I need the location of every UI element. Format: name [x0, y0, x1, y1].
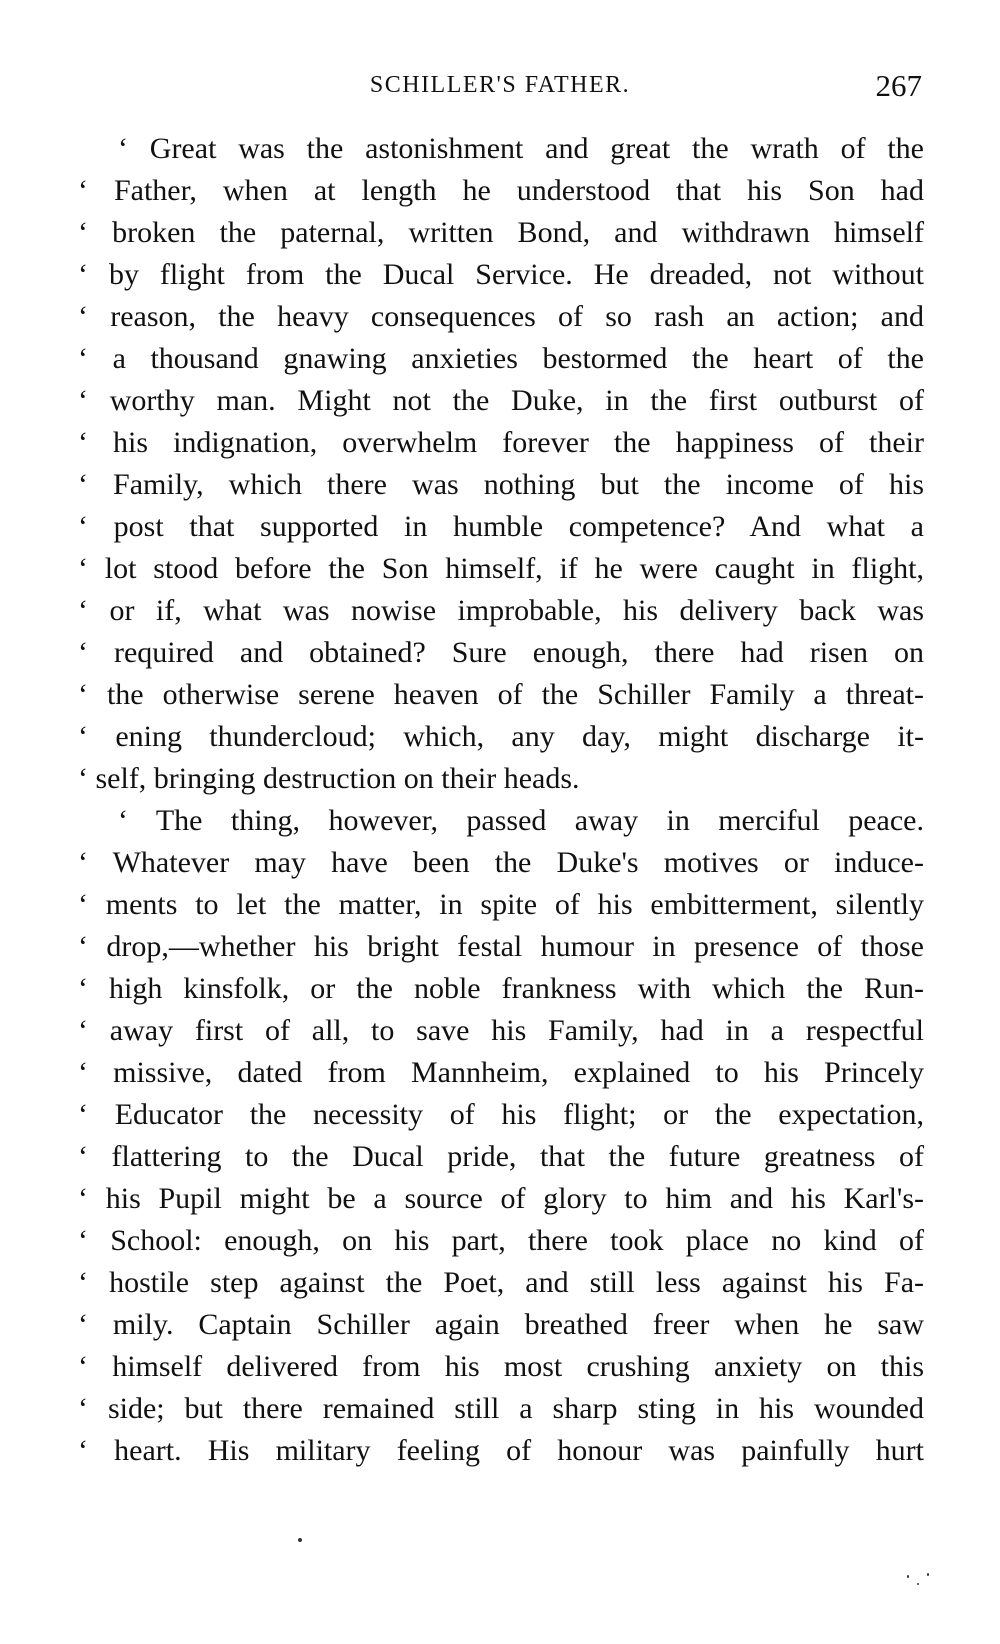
page-number: 267: [875, 68, 922, 103]
ink-speck: [298, 1538, 302, 1542]
text-line: ‘ hostile step against the Poet, and still less against his Fa-: [78, 1266, 924, 1299]
text-line: ‘ Family, which there was nothing but the income of his: [78, 468, 924, 501]
text-line: ‘ ments to let the matter, in spite of his embitterment, silently: [78, 888, 924, 921]
text-line: ‘ worthy man. Might not the Duke, in the first outburst of: [78, 384, 924, 417]
text-line: ‘ The thing, however, passed away in merciful peace.: [118, 804, 924, 837]
text-line: ‘ flattering to the Ducal pride, that the future greatness of: [78, 1140, 924, 1173]
running-title: SCHILLER'S FATHER.: [369, 72, 631, 98]
text-line: ‘ or if, what was nowise improbable, his delivery back was: [78, 594, 924, 627]
text-line: ‘ missive, dated from Mannheim, explained to his Princely: [78, 1056, 924, 1089]
text-line: ‘ required and obtained? Sure enough, there had risen on: [78, 636, 924, 669]
text-line: ‘ drop,—whether his bright festal humour in presence of those: [78, 930, 924, 963]
text-line: ‘ self, bringing destruction on their heads.: [78, 762, 580, 795]
text-line: ‘ Educator the necessity of his flight; or the expectation,: [78, 1098, 924, 1131]
text-line: ‘ broken the paternal, written Bond, and withdrawn himself: [78, 216, 924, 249]
text-line: ‘ his indignation, overwhelm forever the happiness of their: [78, 426, 924, 459]
text-line: ‘ side; but there remained still a sharp sting in his wounded: [78, 1392, 924, 1425]
text-line: ‘ reason, the heavy consequences of so rash an action; and: [78, 300, 924, 333]
text-line: ‘ away first of all, to save his Family, had in a respectful: [78, 1014, 924, 1047]
text-line: ‘ the otherwise serene heaven of the Schiller Family a threat-: [78, 678, 924, 711]
text-line: ‘ ening thundercloud; which, any day, might discharge it-: [78, 720, 924, 753]
text-line: ‘ Whatever may have been the Duke's motives or induce-: [78, 846, 924, 879]
text-line: ‘ lot stood before the Son himself, if he were caught in flight,: [78, 552, 924, 585]
text-line: ‘ heart. His military feeling of honour was painfully hurt: [78, 1434, 924, 1467]
text-line: ‘ Father, when at length he understood that his Son had: [78, 174, 924, 207]
text-line: ‘ himself delivered from his most crushing anxiety on this: [78, 1350, 924, 1383]
text-line: ‘ School: enough, on his part, there took place no kind of: [78, 1224, 924, 1257]
text-line: ‘ mily. Captain Schiller again breathed freer when he saw: [78, 1308, 924, 1341]
text-line: ‘ by flight from the Ducal Service. He dreaded, not without: [78, 258, 924, 291]
ink-speck: [917, 1583, 919, 1585]
text-line: ‘ high kinsfolk, or the noble frankness with which the Run-: [78, 972, 924, 1005]
text-line: ‘ Great was the astonishment and great the wrath of the: [118, 132, 924, 165]
ink-speck: [907, 1575, 909, 1578]
text-line: ‘ post that supported in humble competence? And what a: [78, 510, 924, 543]
ink-speck: [927, 1573, 929, 1576]
text-line: ‘ his Pupil might be a source of glory to him and his Karl's-: [78, 1182, 924, 1215]
running-head: [0, 68, 1000, 108]
text-line: ‘ a thousand gnawing anxieties bestormed the heart of the: [78, 342, 924, 375]
